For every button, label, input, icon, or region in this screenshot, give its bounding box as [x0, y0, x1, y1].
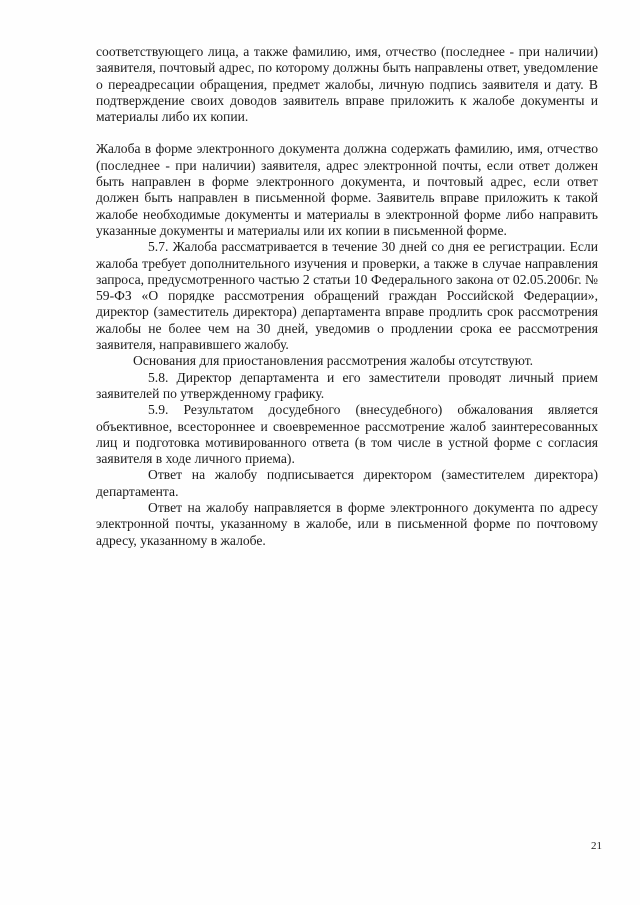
paragraph-no-suspension: Основания для приостановления рассмотрения жалобы отсутствуют.: [133, 353, 534, 369]
paragraph-answer-sent: Ответ на жалобу направляется в форме электронного документа по адресу электронной почты, указанному в жалобе, или в письменной форме по почтовому адресу, указанному в жалобе.: [96, 500, 598, 548]
paragraph-gap: [96, 125, 598, 141]
paragraph-answer-signed: Ответ на жалобу подписывается директором (заместителем директора) департамента.: [96, 467, 598, 499]
paragraph-complaint-contents: соответствующего лица, а также фамилию, имя, отчество (последнее - при наличии) заявителя, почтовый адрес, по которому должны быть направлены ответ, уведомление о переадресации обращения, предмет жалобы, личную подпись заявителя и дату. В подтверждение своих доводов заявитель вправе приложить к жалобе документы и материалы либо их копии.: [96, 44, 598, 125]
document-body: [96, 44, 598, 549]
paragraph-5-7: 5.7. Жалоба рассматривается в течение 30 дней со дня ее регистрации. Если жалоба требует дополнительного изучения и проверки, а также в случае направления запроса, предусмотренного частью 2 статьи 10 Федерального закона от 02.05.2006г. № 59-ФЗ «О порядке рассмотрения обращений граждан Российской Федерации», директор (заместитель директора) департамента вправе продлить срок рассмотрения жалобы не более чем на 30 дней, уведомив о продлении срока ее рассмотрения заявителя, направившего жалобу.: [96, 239, 598, 353]
paragraph-5-9: 5.9. Результатом досудебного (внесудебного) обжалования является объективное, всестороннее и своевременное рассмотрение жалоб заинтересованных лиц и подготовка мотивированного ответа (в том числе в устной форме с согласия заявителя в ходе личного приема).: [96, 402, 598, 467]
page-number: 21: [591, 840, 602, 852]
paragraph-electronic-complaint: Жалоба в форме электронного документа должна содержать фамилию, имя, отчество (последнее - при наличии) заявителя, адрес электронной почты, если ответ должен быть направлен в форме электронного документа, и почтовый адрес, если ответ должен быть направлен в письменной форме. Заявитель вправе приложить к такой жалобе необходимые документы и материалы в электронной форме либо направить указанные документы и материалы или их копии в письменной форме.: [96, 141, 598, 238]
paragraph-5-8: 5.8. Директор департамента и его заместители проводят личный прием заявителей по утвержденному графику.: [96, 369, 598, 401]
